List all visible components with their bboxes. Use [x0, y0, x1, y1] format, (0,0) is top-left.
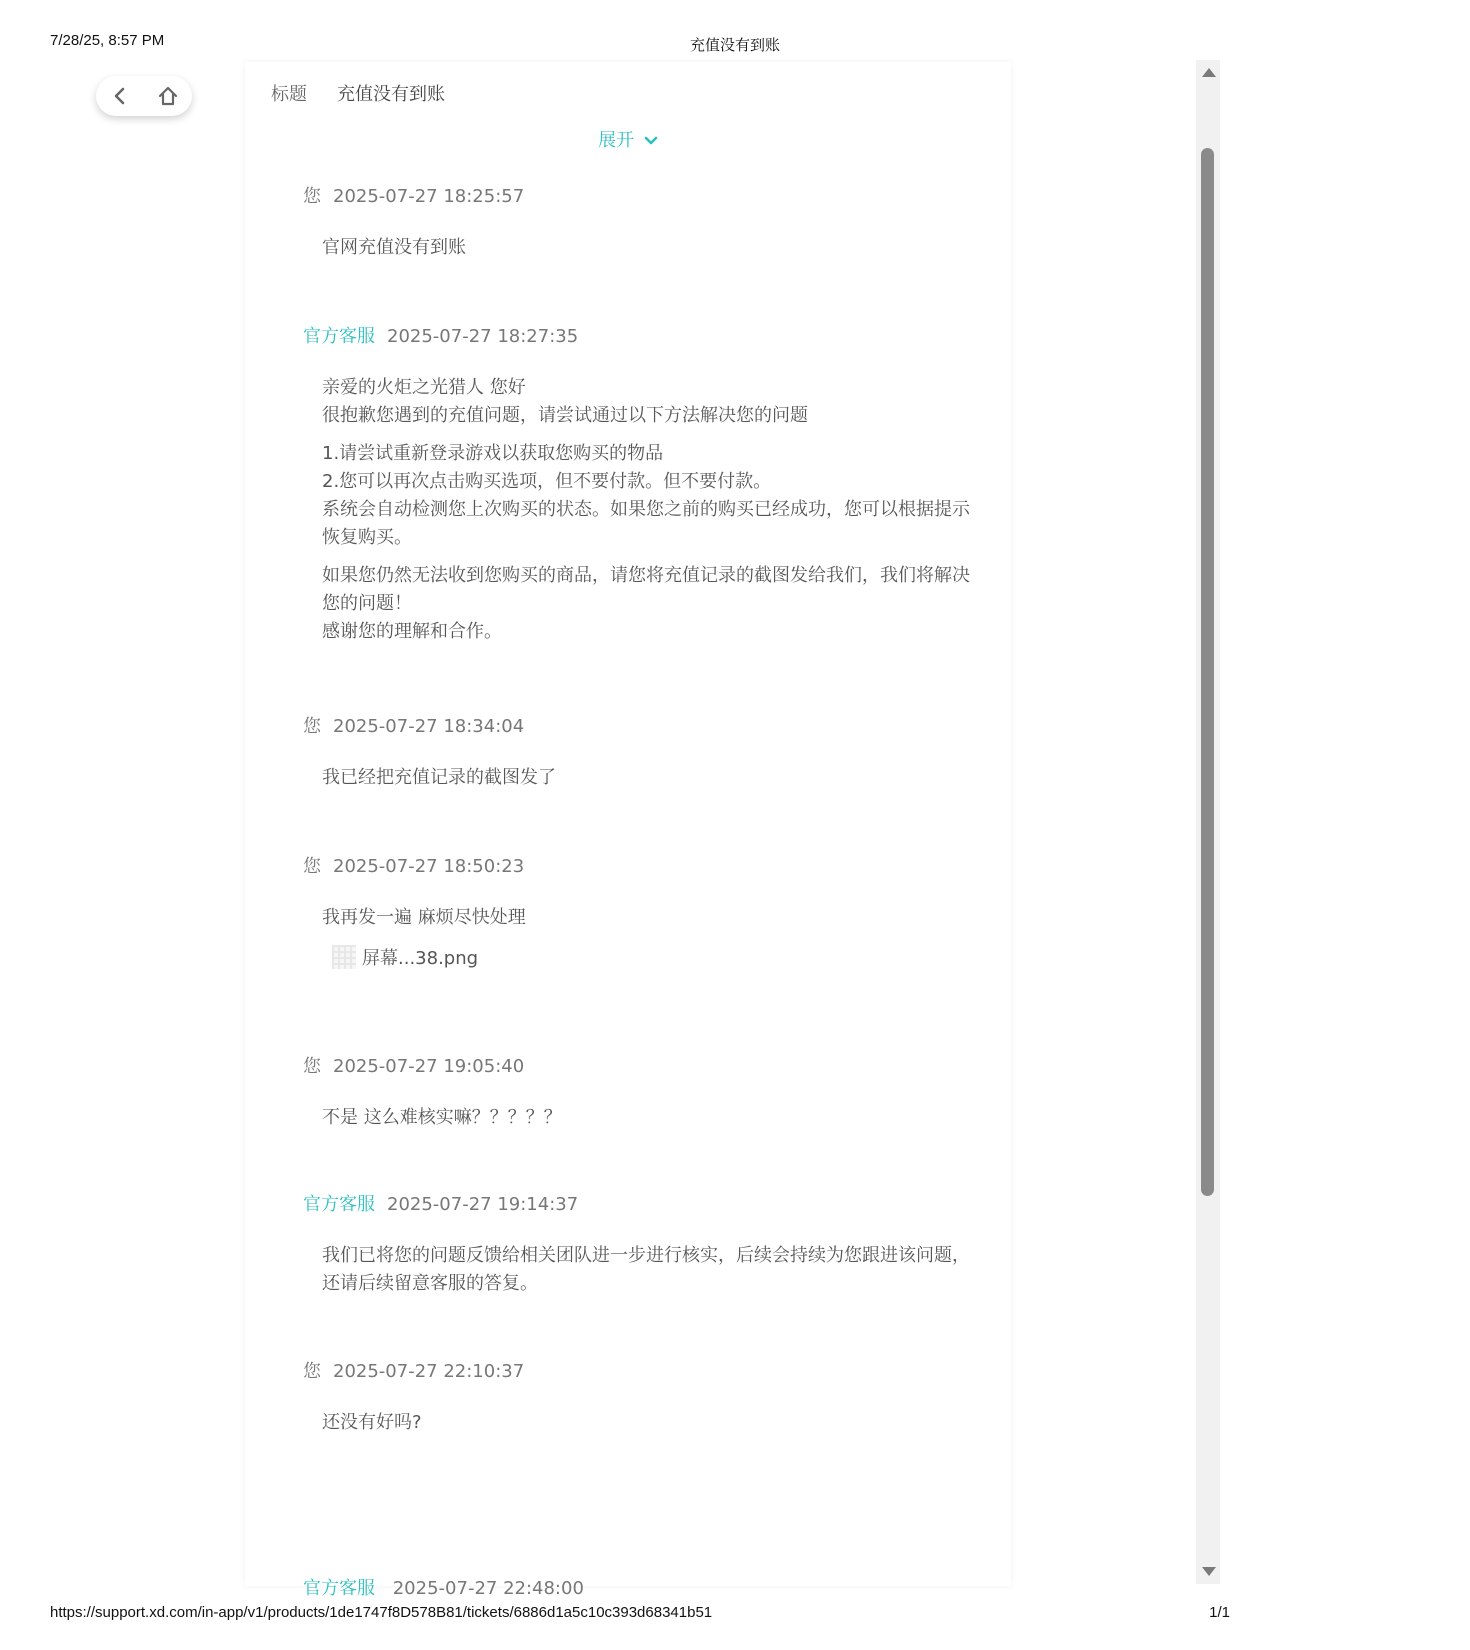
message-paragraph: 我们已将您的问题反馈给相关团队进一步进行核实，后续会持续为您跟进该问题，还请后续留意客服的答复。 — [322, 1245, 970, 1294]
expand-label: 展开 — [598, 130, 635, 151]
message-paragraph: 官网充值没有到账 — [322, 237, 466, 258]
message-timestamp: 2025-07-27 19:05:40 — [333, 1056, 525, 1077]
sender-user: 您 — [303, 186, 321, 207]
home-button[interactable] — [150, 78, 186, 114]
message-item — [303, 182, 973, 272]
message-header — [303, 322, 973, 348]
expand-button[interactable] — [245, 126, 1011, 152]
message-header — [303, 1052, 973, 1078]
print-header-datetime: 7/28/25, 8:57 PM — [50, 32, 165, 49]
message-item — [303, 1052, 973, 1142]
scroll-thumb[interactable] — [1201, 148, 1214, 1196]
message-paragraph: 如果您仍然无法收到您购买的商品，请您将充值记录的截图发给我们，我们将解决您的问题！ 感谢您的理解和合作。 — [322, 565, 970, 642]
message-paragraph: 我已经把充值记录的截图发了 — [322, 767, 556, 788]
sender-staff: 官方客服 — [303, 1194, 375, 1215]
attachment-link[interactable] — [332, 944, 973, 970]
message-header — [303, 182, 973, 208]
ticket-card — [245, 62, 1011, 1599]
message-paragraph: 不是 这么难核实嘛？？？？？ — [322, 1107, 562, 1128]
image-thumbnail-icon — [332, 945, 356, 969]
message-body — [322, 904, 973, 932]
sender-user: 您 — [303, 716, 321, 737]
sender-staff: 官方客服 — [303, 326, 375, 347]
message-item — [303, 1190, 973, 1308]
nav-pill — [96, 76, 192, 116]
attachment-filename: 屏幕...38.png — [362, 948, 479, 969]
home-icon — [157, 85, 179, 107]
message-timestamp: 2025-07-27 18:25:57 — [333, 186, 525, 207]
truncated-next-message: 官方客服 2025-07-27 22:48:00 — [303, 1578, 584, 1599]
message-paragraph: 还没有好吗? — [322, 1412, 422, 1433]
message-body — [322, 1409, 973, 1437]
ticket-title-label: 标题 — [271, 84, 307, 105]
message-timestamp: 2025-07-27 18:50:23 — [333, 856, 525, 877]
back-button[interactable] — [102, 78, 138, 114]
message-timestamp: 2025-07-27 19:14:37 — [387, 1194, 579, 1215]
print-footer-url: https://support.xd.com/in-app/v1/products/1de1747f8D578B81/tickets/6886d1a5c10c393d68341b51 — [50, 1604, 713, 1621]
message-header — [303, 1357, 973, 1383]
message-header — [303, 1190, 973, 1216]
ticket-title-value: 充值没有到账 — [337, 84, 445, 105]
message-header — [303, 712, 973, 738]
message-item — [303, 1357, 973, 1447]
message-paragraph: 亲爱的火炬之光猎人 您好 很抱歉您遇到的充值问题，请尝试通过以下方法解决您的问题 — [322, 377, 808, 426]
print-header-title: 充值没有到账 — [689, 36, 780, 54]
sender-user: 您 — [303, 1361, 321, 1382]
ticket-title-row — [271, 80, 445, 106]
message-timestamp: 2025-07-27 18:27:35 — [387, 326, 579, 347]
print-footer-page-count: 1/1 — [1209, 1604, 1230, 1621]
message-header — [303, 852, 973, 878]
sender-user: 您 — [303, 1056, 321, 1077]
message-body — [322, 1242, 973, 1298]
message-timestamp: 2025-07-27 18:34:04 — [333, 716, 525, 737]
scroll-down-arrow-icon[interactable] — [1202, 1567, 1216, 1576]
message-body — [322, 234, 973, 262]
message-item — [303, 852, 973, 970]
scrollbar[interactable] — [1196, 60, 1220, 1584]
chevron-left-icon — [112, 86, 128, 106]
scroll-up-arrow-icon[interactable] — [1202, 68, 1216, 77]
chevron-down-icon — [644, 136, 658, 146]
message-body — [322, 374, 973, 646]
message-body — [322, 1104, 973, 1132]
sender-user: 您 — [303, 856, 321, 877]
message-item — [303, 322, 973, 656]
message-timestamp: 2025-07-27 22:10:37 — [333, 1361, 525, 1382]
message-body — [322, 764, 973, 792]
message-paragraph: 1.请尝试重新登录游戏以获取您购买的物品 2.您可以再次点击购买选项，但不要付款。但不要付款。 系统会自动检测您上次购买的状态。如果您之前的购买已经成功，您可以根据提示恢复购买。 — [322, 443, 970, 548]
message-paragraph: 我再发一遍 麻烦尽快处理 — [322, 907, 526, 928]
message-item — [303, 712, 973, 802]
